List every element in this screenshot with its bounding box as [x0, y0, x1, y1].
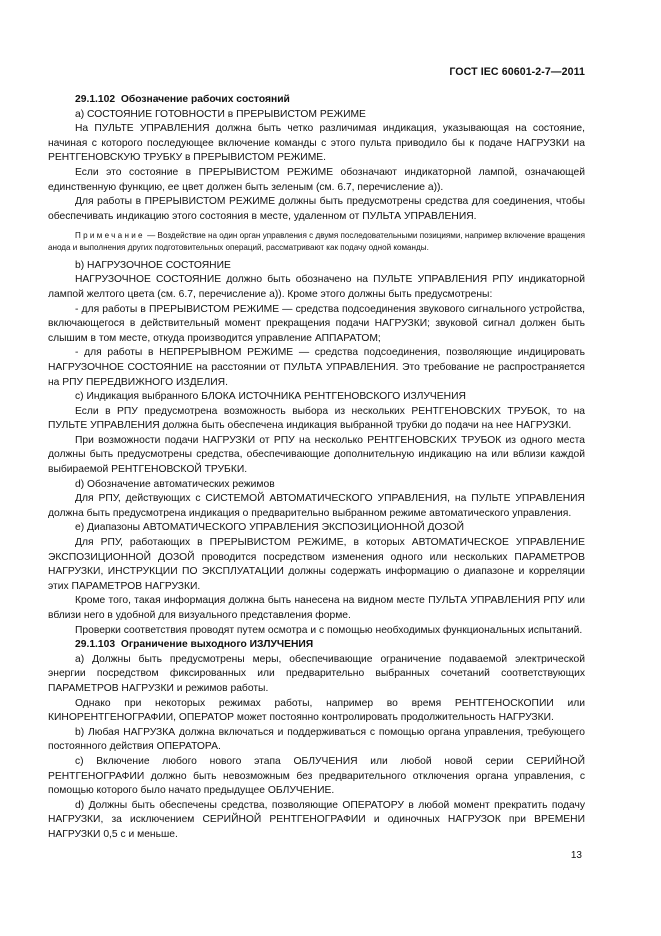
item-e-heading: e) Диапазоны АВТОМАТИЧЕСКОГО УПРАВЛЕНИЯ ЭКСПОЗИЦИОННОЙ ДОЗОЙ	[75, 522, 464, 534]
section-heading-29-1-102	[48, 93, 585, 108]
page-number: 13	[570, 850, 582, 861]
paragraph: Кроме того, такая информация должна быть нанесена на видном месте ПУЛЬТА УПРАВЛЕНИЯ РПУ или вблизи него в удобной для визуального представления форме.	[48, 595, 585, 621]
paragraph: Если в РПУ предусмотрена возможность выбора из нескольких РЕНТГЕНОВСКИХ ТРУБОК, то на ПУЛЬТЕ УПРАВЛЕНИЯ должна быть обеспечена индикация выбранной трубки до подачи на нее НАГРУЗКИ.	[48, 405, 585, 432]
paragraph: Для работы в ПРЕРЫВИСТОМ РЕЖИМЕ должны быть предусмотрены средства для соединения, чтобы обеспечивать индикацию этого состояния в месте, удаленном от ПУЛЬТА УПРАВЛЕНИЯ.	[48, 196, 585, 222]
paragraph: Для РПУ, действующих с СИСТЕМОЙ АВТОМАТИЧЕСКОГО УПРАВЛЕНИЯ, на ПУЛЬТЕ УПРАВЛЕНИЯ должна быть предусмотрена индикация о предварительно выбранном режиме автоматического управления.	[48, 493, 585, 519]
note-label: Примечание	[75, 231, 145, 241]
note-text: — Воздействие на один орган управления с двумя последовательными позициями, например включение вращения анода и выполнения других подготовительных операций, рассматривают как подачу одной команды.	[48, 231, 585, 252]
paragraph: b) Любая НАГРУЗКА должна включаться и поддерживаться с помощью органа управления, требующего постоянного действия ОПЕРАТОРА.	[48, 726, 585, 753]
section-title: Ограничение выходного ИЗЛУЧЕНИЯ	[120, 639, 314, 651]
section-number: 29.1.103	[75, 639, 116, 651]
item-b-heading: b) НАГРУЗОЧНОЕ СОСТОЯНИЕ	[75, 259, 231, 271]
paragraph: Если это состояние в ПРЕРЫВИСТОМ РЕЖИМЕ обозначают индикаторной лампой, означающей единственную функцию, ее цвет должен быть зеленым (см. 6.7, перечисление а)).	[48, 166, 585, 193]
document-header: ГОСТ IEC 60601-2-7—2011	[449, 66, 585, 78]
section-title: Обозначение рабочих состояний	[120, 94, 290, 105]
item-d-heading: d) Обозначение автоматических режимов	[75, 478, 275, 490]
document-body	[48, 93, 585, 843]
section-number: 29.1.102	[75, 94, 116, 105]
paragraph: НАГРУЗОЧНОЕ СОСТОЯНИЕ должно быть обозначено на ПУЛЬТЕ УПРАВЛЕНИЯ РПУ индикаторной лампой желтого цвета (см. 6.7, перечисление а)). Кроме этого должны быть предусмотрены:	[48, 274, 585, 300]
item-a-heading: а) СОСТОЯНИЕ ГОТОВНОСТИ в ПРЕРЫВИСТОМ РЕЖИМЕ	[75, 108, 366, 120]
paragraph: c) Включение любого нового этапа ОБЛУЧЕНИЯ или любой новой серии СЕРИЙНОЙ РЕНТГЕНОГРАФИИ должно быть невозможным без предварительного отключения органа управления, с помощью которого было начато предыдущее ОБЛУЧЕНИЕ.	[48, 755, 585, 797]
note	[48, 230, 585, 252]
paragraph: d) Должны быть обеспечены средства, позволяющие ОПЕРАТОРУ в любой момент прекратить подачу НАГРУЗКИ, за исключением СЕРИЙНОЙ РЕНТГЕНОГРАФИИ и одиночных НАГРУЗОК при ВРЕМЕНИ НАГРУЗКИ 0,5 с и меньше.	[48, 799, 585, 840]
paragraph: На ПУЛЬТЕ УПРАВЛЕНИЯ должна быть четко различимая индикация, указывающая на состояние, начиная с которого последующее включение команды с этого пульта приводило бы к подаче НАГРУЗКИ на РЕНТГЕНОВСКУЮ ТРУБКУ в ПРЕРЫВИСТОМ РЕЖИМЕ.	[48, 123, 585, 164]
paragraph: При возможности подачи НАГРУЗКИ от РПУ на несколько РЕНТГЕНОВСКИХ ТРУБОК из одного места должны быть предусмотрены средства, обеспечивающие дополнительную индикацию на или вблизи каждой выбираемой РЕНТГЕНОВСКОЙ ТРУБКИ.	[48, 434, 585, 476]
list-item: - для работы в ПРЕРЫВИСТОМ РЕЖИМЕ — средства подсоединения звукового сигнального устройства, включающегося в действительный момент прекращения подачи НАГРУЗКИ; звуковой сигнал должен быть слышим в том месте, откуда производится управление АППАРАТОМ;	[48, 303, 585, 344]
paragraph: Однако при некоторых режимах работы, например во время РЕНТГЕНОСКОПИИ или КИНОРЕНТГЕНОГРАФИИ, ОПЕРАТОР может постоянно контролировать продолжительность НАГРУЗКИ.	[48, 697, 585, 724]
paragraph: а) Должны быть предусмотрены меры, обеспечивающие ограничение подаваемой электрической энергии посредством фиксированных или предварительно выбранных сочетаний соответствующих ПАРАМЕТРОВ НАГРУЗКИ и режимов работы.	[48, 653, 585, 694]
item-c-heading: c) Индикация выбранного БЛОКА ИСТОЧНИКА РЕНТГЕНОВСКОГО ИЗЛУЧЕНИЯ	[75, 391, 466, 403]
section-heading-29-1-103	[48, 638, 585, 653]
list-item: - для работы в НЕПРЕРЫВНОМ РЕЖИМЕ — средства подсоединения, позволяющие индицировать НАГРУЗОЧНОЕ СОСТОЯНИЕ на расстоянии от ПУЛЬТА УПРАВЛЕНИЯ. Это требование не распространяется на РПУ ПЕРЕДВИЖНОГО ИЗДЕЛИЯ.	[48, 347, 585, 388]
paragraph: Проверки соответствия проводят путем осмотра и с помощью необходимых функциональных испытаний.	[75, 624, 583, 636]
paragraph: Для РПУ, работающих в ПРЕРЫВИСТОМ РЕЖИМЕ, в которых АВТОМАТИЧЕСКОЕ УПРАВЛЕНИЕ ЭКСПОЗИЦИОННОЙ ДОЗОЙ проводится посредством изменения одного или нескольких ПАРАМЕТРОВ НАГРУЗКИ, ИНСТРУКЦИИ ПО ЭКСПЛУАТАЦИИ должны содержать информацию о диапазоне и корреляции этих ПАРАМЕТРОВ НАГРУЗКИ.	[48, 537, 585, 592]
